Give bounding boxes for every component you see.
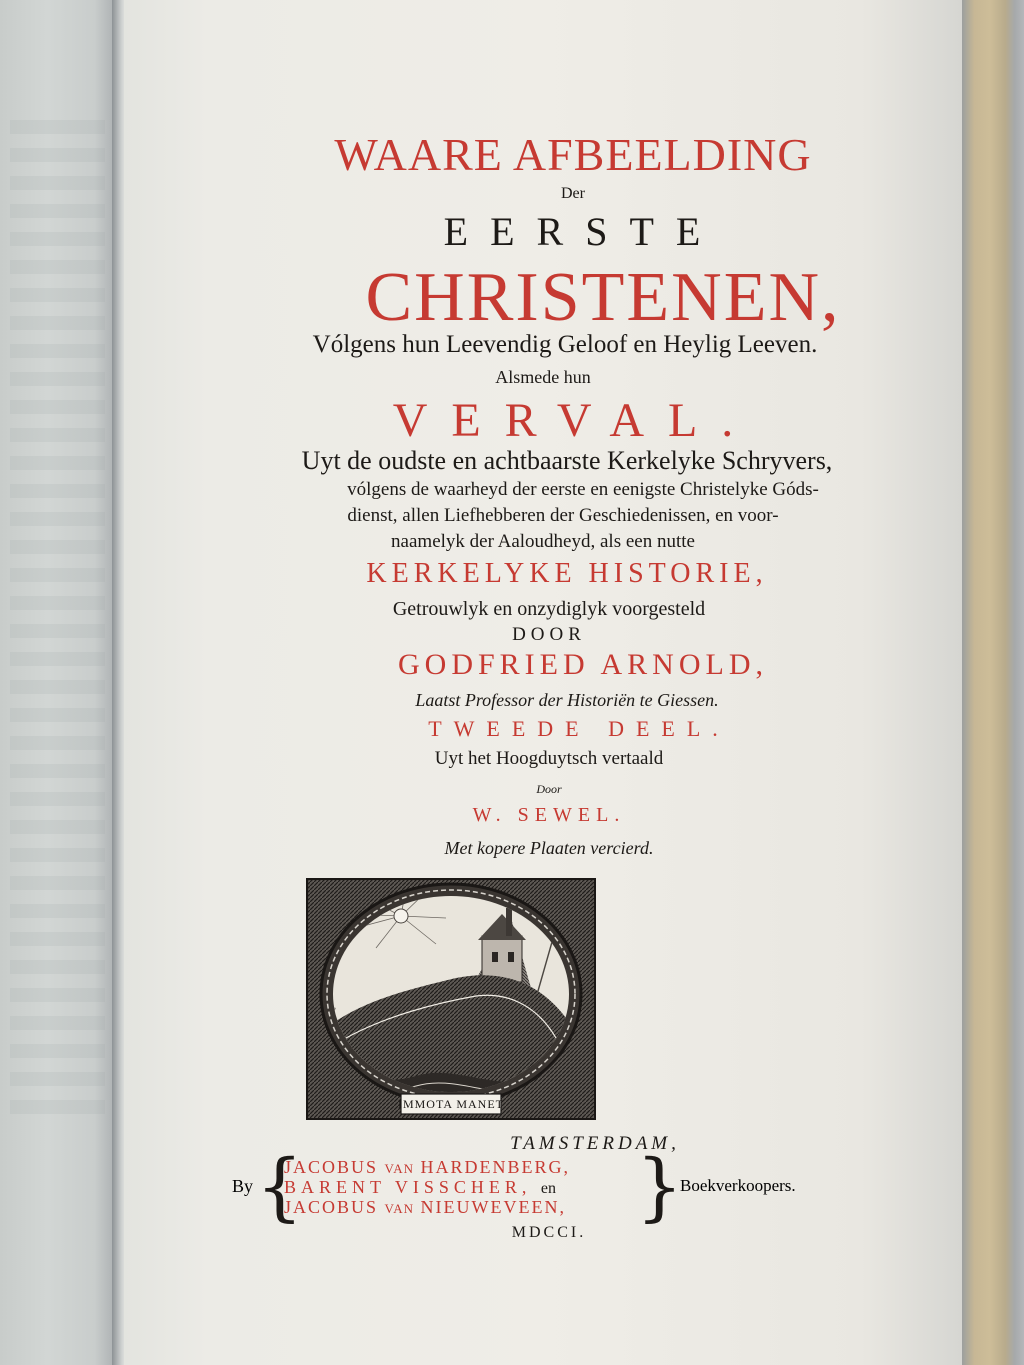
- publisher-1-first: JACOBUS: [284, 1157, 379, 1177]
- left-page-edge: [0, 0, 118, 1365]
- title-christenen: CHRISTENEN,: [365, 259, 841, 336]
- description-line-1: Uyt de oudste en achtbaarste Kerkelyke Schryvers,: [301, 446, 833, 475]
- translator-name: W. SEWEL.: [472, 804, 626, 826]
- description-line-3: dienst, allen Liefhebberen der Geschiedenissen, en voor-: [347, 505, 779, 526]
- publisher-1-van: VAN: [384, 1161, 415, 1176]
- publisher-1: [284, 1157, 570, 1178]
- engraving-vignette: [306, 878, 596, 1120]
- translation-by: Door: [536, 782, 562, 796]
- description-line-2: vólgens de waarheyd der eerste en eenigste Christelyke Góds-: [347, 479, 819, 500]
- engraving-motto: IMMOTA MANET: [397, 1097, 505, 1111]
- subtitle-volgens: Vólgens hun Leevendig Geloof en Heylig Leeven.: [312, 331, 818, 358]
- description-line-6: Getrouwlyk en onzydiglyk voorgesteld: [392, 598, 706, 620]
- page-edges: [962, 0, 1024, 1365]
- publisher-3-last: NIEUWEVEEN,: [420, 1197, 566, 1217]
- author-name: GODFRIED ARNOLD,: [397, 648, 768, 681]
- volume-label: TWEEDE DEEL.: [428, 716, 730, 741]
- plates-note: Met kopere Plaaten vercierd.: [444, 838, 654, 858]
- publisher-3-first: JACOBUS: [284, 1197, 379, 1217]
- publisher-3-van: VAN: [384, 1201, 415, 1216]
- imprint-trade: Boekverkoopers.: [680, 1176, 796, 1195]
- title-der: Der: [561, 185, 585, 202]
- door-label: DOOR: [512, 624, 586, 645]
- right-brace: }: [636, 1144, 684, 1230]
- imprint-by: By: [232, 1176, 254, 1196]
- left-brace: {: [256, 1144, 304, 1230]
- publisher-3: [284, 1197, 566, 1218]
- bleed-through-text: [10, 120, 105, 1120]
- subtitle-alsmede: Alsmede hun: [495, 367, 591, 387]
- engraving-image: [306, 878, 596, 1120]
- title-verval: VERVAL.: [392, 394, 758, 447]
- imprint-city: TAMSTERDAM,: [510, 1133, 680, 1154]
- description-line-4: naamelyk der Aaloudheyd, als een nutte: [391, 531, 695, 552]
- publisher-1-last: HARDENBERG,: [420, 1157, 571, 1177]
- publisher-2: [284, 1177, 556, 1198]
- kerkelyke-historie: KERKELYKE HISTORIE,: [366, 558, 768, 589]
- main-title: WAARE AFBEELDING: [334, 129, 812, 180]
- author-role: Laatst Professor der Historiën te Giessen.: [415, 690, 719, 710]
- publisher-2-en: en: [540, 1180, 556, 1197]
- publisher-2-name: BARENT VISSCHER,: [284, 1177, 532, 1197]
- imprint-year: MDCCI.: [511, 1224, 587, 1241]
- translation-line: Uyt het Hoogduytsch vertaald: [434, 748, 664, 769]
- title-eerste: EERSTE: [443, 209, 723, 254]
